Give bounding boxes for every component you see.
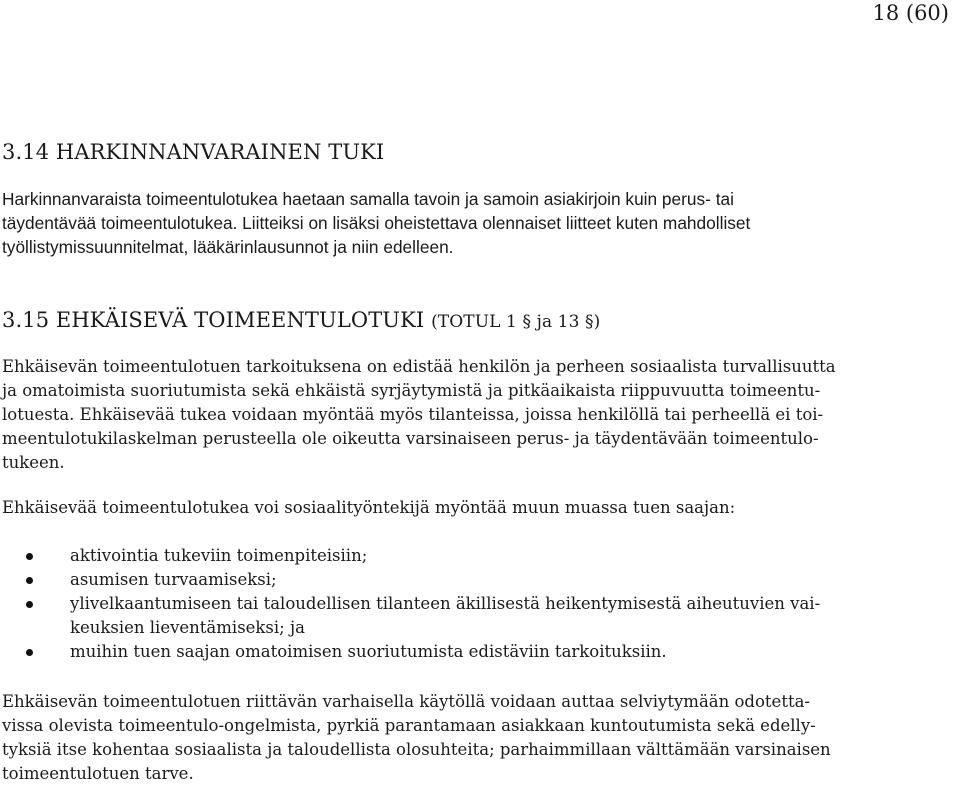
bullet-list [2, 544, 820, 664]
paragraph-line: Ehkäisevän toimeentulotuen riittävän varhaisella käytöllä voidaan auttaa selviytymään odotetta- [2, 692, 810, 711]
paragraph-line: tukeen. [2, 453, 65, 472]
section-3-14-paragraph [2, 187, 904, 259]
bullet-text: ylivelkaantumiseen tai taloudellisen tilanteen äkillisestä heikentymisestä aiheutuvien vai- [70, 594, 821, 613]
paragraph-line: täydentävää toimeentulotukea. Liitteiksi on lisäksi oheistettava olennaiset liitteet kuten mahdolliset [2, 213, 751, 233]
bullet-text: asumisen turvaamiseksi; [70, 570, 277, 589]
paragraph-line: ja omatoimista suoriutumista sekä ehkäistä syrjäytymistä ja pitkäaikaista riippuvuutta toimeentu- [2, 381, 821, 400]
bullet-item [2, 544, 820, 568]
bullet-item [2, 568, 820, 592]
section-title: 3.15 EHKÄISEVÄ TOIMEENTULOTUKI [2, 308, 425, 332]
bullet-text: muihin tuen saajan omatoimisen suoriutumista edistäviin tarkoituksiin. [70, 642, 667, 661]
section-3-15-paragraph-3 [2, 690, 904, 786]
paragraph-line: toimeentulotuen tarve. [2, 764, 194, 783]
section-heading-3-14: 3.14 HARKINNANVARAINEN TUKI [2, 140, 385, 164]
bullet-item [2, 592, 820, 640]
paragraph-line: Ehkäisevän toimeentulotuen tarkoituksena on edistää henkilön ja perheen sosiaalista turvallisuutta [2, 357, 836, 376]
section-heading-3-15 [2, 307, 600, 335]
bullet-item [2, 640, 820, 664]
paragraph-line: työllistymissuunnitelmat, lääkärinlausunnot ja niin edelleen. [2, 237, 454, 257]
paragraph-line: vissa olevista toimeentulo-ongelmista, pyrkiä parantamaan asiakkaan kuntoutumista sekä edelly- [2, 716, 816, 735]
paragraph-line: lotuesta. Ehkäisevää tukea voidaan myöntää myös tilanteissa, joissa henkilöllä tai perheellä ei toi- [2, 405, 824, 424]
section-3-15-paragraph-1 [2, 355, 904, 475]
paragraph-line: meentulotukilaskelman perusteella ole oikeutta varsinaiseen perus- ja täydentävään toimeentulo- [2, 429, 819, 448]
law-reference: (TOTUL 1 § ja 13 §) [431, 312, 601, 332]
paragraph-line: Harkinnanvaraista toimeentulotukea haetaan samalla tavoin ja samoin asiakirjoin kuin perus- tai [2, 189, 734, 209]
page-number: 18 (60) [872, 1, 949, 25]
bullet-text: aktivointia tukeviin toimenpiteisiin; [70, 546, 368, 565]
section-3-15-paragraph-2: Ehkäisevää toimeentulotukea voi sosiaalityöntekijä myöntää muun muassa tuen saajan: [2, 498, 736, 517]
paragraph-line: tyksiä itse kohentaa sosiaalista ja taloudellista olosuhteita; parhaimmillaan välttämään varsinaisen [2, 740, 831, 759]
bullet-text: keuksien lieventämiseksi; ja [70, 618, 305, 637]
